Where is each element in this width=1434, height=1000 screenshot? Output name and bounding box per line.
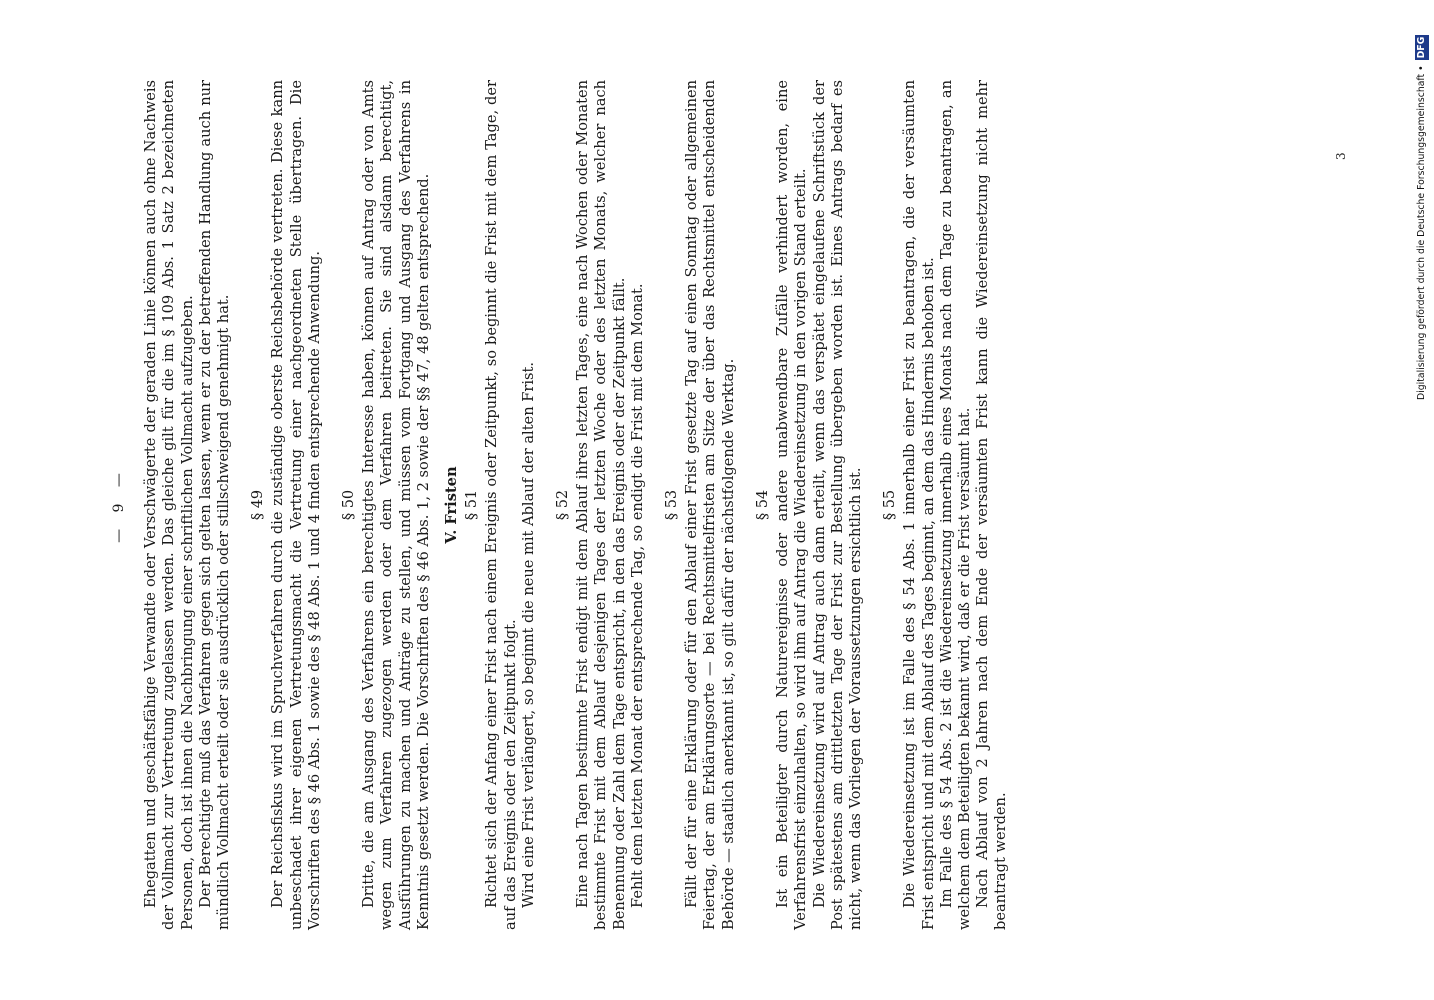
paragraph: Ehegatten und geschäftsfähige Verwandte oder Verschwägerte der geraden Linie können auch ohne Nachweis der Vollmacht zur Vertretung zugelassen werden. Das gleiche gilt für die im § 109 Abs. 1 Satz 2 bezeichneten Personen, doch ist ihnen die Nachbringung einer schriftlichen Vollmacht aufzugeben.	[142, 80, 196, 930]
section-54	[754, 80, 865, 930]
page-header: — 9 —	[111, 467, 127, 543]
credit-text-wrapper	[1415, 10, 1429, 400]
section-heading: § 51	[464, 489, 481, 521]
credit-text: Digitalisierung gefördert durch die Deutsche Forschungsgemeinschaft •	[1416, 65, 1427, 400]
section-52	[554, 80, 647, 930]
section-50	[340, 80, 433, 930]
paragraph: Fehlt dem letzten Monat der entsprechende Tag, so endigt die Frist mit dem Monat.	[628, 283, 646, 908]
section-53	[663, 80, 738, 930]
section-heading: § 52	[555, 489, 572, 521]
paragraph: Wird eine Frist verlängert, so beginnt die neue mit Ablauf der alten Frist.	[519, 362, 537, 908]
paragraph: Im Falle des § 54 Abs. 2 ist die Wiedereinsetzung innerhalb eines Monats nach dem Tage zu beantragen, an welchem dem Beteiligten bekannt wird, daß er die Frist versäumt hat.	[937, 80, 973, 930]
page-footer-number: 3	[1334, 152, 1348, 160]
section-heading: § 53	[664, 489, 681, 521]
paragraph: Fällt der für eine Erklärung oder für den Ablauf einer Frist gesetzte Tag auf einen Sonntag oder allgemeinen Feiertag, der am Erklärungsorte — bei Rechtsmittelfristen am Sitze der über das Rechtsmittel entscheidenden Behörde — staatlich anerkannt ist, so gilt dafür der nächstfolgende Werktag.	[683, 80, 737, 930]
section-heading: § 54	[754, 489, 771, 521]
paragraph: Die Wiedereinsetzung ist im Falle des § 54 Abs. 1 innerhalb einer Frist zu beantragen, die der versäumten Frist entspricht und mit dem Ablauf des Tages beginnt, an dem das Hindernis behoben ist.	[901, 80, 937, 930]
dfg-logo: DFG	[1416, 36, 1427, 59]
section-heading: § 55	[882, 489, 899, 521]
paragraph: Der Reichsfiskus wird im Spruchverfahren durch die zuständige oberste Reichsbehörde vertreten. Diese kann unbeschadet ihrer eigenen Vertretungsmacht die Vertretung einer nachgeordneten Stelle übertragen. Die Vorschriften des § 46 Abs. 1 sowie des § 48 Abs. 1 und 4 finden entsprechende Anwendung.	[269, 80, 323, 930]
section-49	[249, 80, 324, 930]
paragraph: Nach Ablauf von 2 Jahren nach dem Ende der versäumten Frist kann die Wiedereinsetzung nicht mehr beantragt werden.	[974, 80, 1010, 930]
intro-section	[142, 80, 233, 930]
chapter-heading: V. Fristen	[443, 466, 461, 544]
section-55	[881, 80, 1010, 930]
section-51	[463, 80, 538, 930]
document-page	[110, 80, 1350, 930]
digitization-credit-sidebar	[1415, 10, 1429, 400]
paragraph: Der Berechtigte muß das Verfahren gegen sich gelten lassen, wenn er zu der betreffenden Handlung auch nur mündlich Vollmacht erteilt oder sie ausdrücklich oder stillschweigend genehmigt hat.	[196, 80, 233, 930]
section-heading: § 50	[341, 489, 358, 521]
section-heading: § 49	[250, 489, 267, 521]
paragraph: Eine nach Tagen bestimmte Frist endigt mit dem Ablauf ihres letzten Tages, eine nach Wochen oder Monaten bestimmte Frist mit dem Ablauf desjenigen Tages der letzten Woche oder des letzten Monats, welcher nach Benennung oder Zahl dem Tage entspricht, in den das Ereignis oder der Zeitpunkt fällt.	[574, 80, 628, 930]
paragraph: Ist ein Beteiligter durch Naturereignisse oder andere unabwendbare Zufälle verhindert worden, eine Verfahrensfrist einzuhalten, so wird ihm auf Antrag die Wiedereinsetzung in den vorigen Stand erteilt.	[774, 80, 810, 930]
paragraph: Richtet sich der Anfang einer Frist nach einem Ereignis oder Zeitpunkt, so beginnt die Frist mit dem Tage, der auf das Ereignis oder den Zeitpunkt folgt.	[483, 80, 519, 930]
paragraph: Dritte, die am Ausgang des Verfahrens ein berechtigtes Interesse haben, können auf Antrag oder von Amts wegen zum Verfahren zugezogen werden oder dem Verfahren beitreten. Sie sind alsdann berechtigt, Ausführungen zu machen und Anträge zu stellen, und müssen vom Fortgang und Ausgang des Verfahrens in Kenntnis gesetzt werden. Die Vorschriften des § 46 Abs. 1, 2 sowie der §§ 47, 48 gelten entsprechend.	[360, 80, 432, 930]
paragraph: Die Wiedereinsetzung wird auf Antrag auch dann erteilt, wenn das verspätet eingelaufene Schriftstück der Post spätestens am drittletzten Tage der Frist zur Bestellung übergeben worden ist. Eines Antrags bedarf es nicht, wenn das Vorliegen der Voraussetzungen ersichtlich ist.	[810, 80, 864, 930]
